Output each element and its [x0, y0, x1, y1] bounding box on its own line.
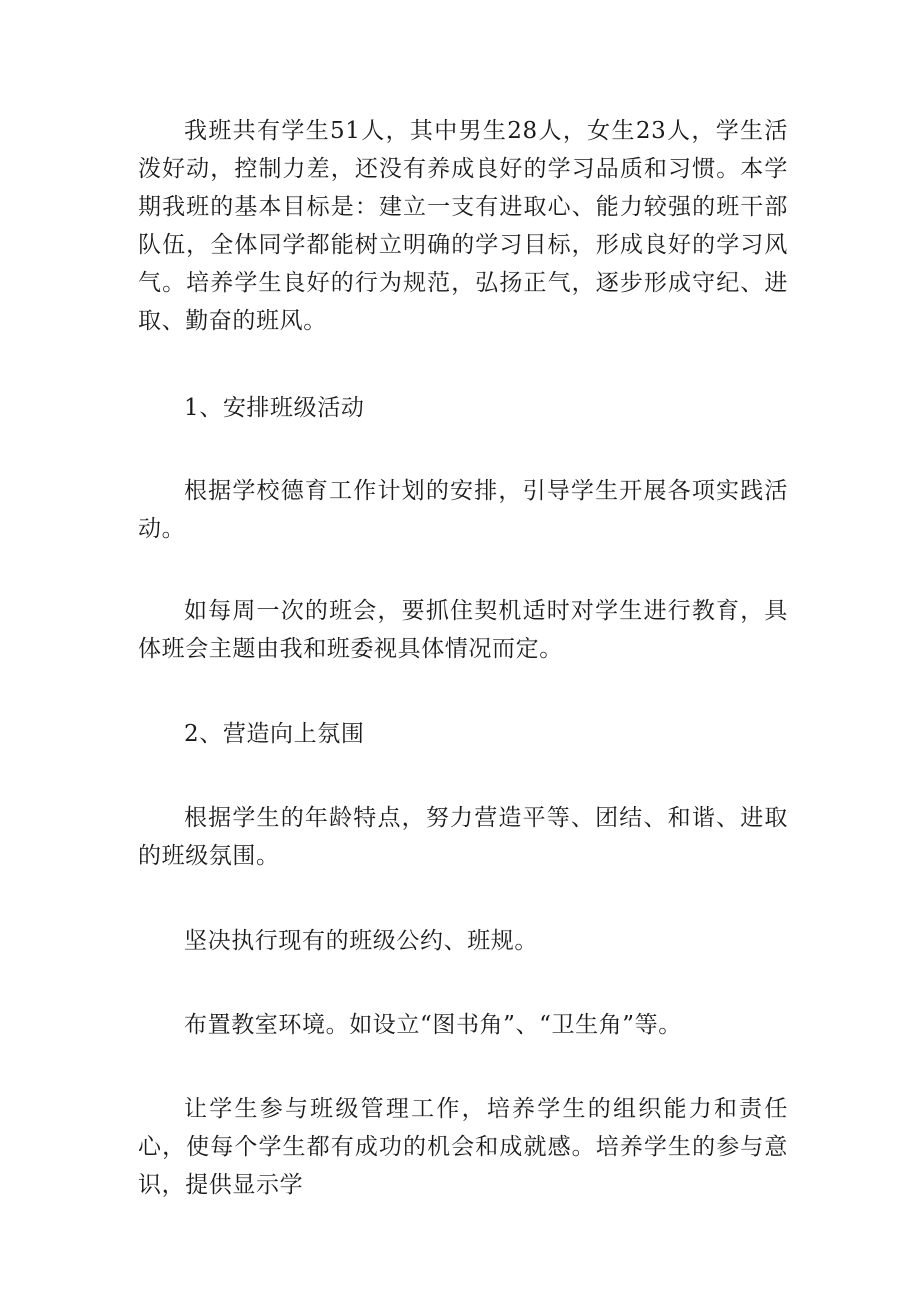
- section-1-paragraph-1: 根据学校德育工作计划的安排，引导学生开展各项实践活动。: [138, 478, 788, 542]
- section-2-paragraph-4: 让学生参与班级管理工作，培养学生的组织能力和责任心，使每个学生都有成功的机会和成就感。培养学生的参与意识，提供显示学: [138, 1096, 788, 1198]
- section-2-heading: 2、营造向上氛围: [184, 721, 365, 747]
- section-2-paragraph-3: 布置教室环境。如设立“图书角”、“卫生角”等。: [184, 1012, 682, 1038]
- section-1-heading: 1、安排班级活动: [184, 395, 365, 421]
- document-body: [138, 112, 788, 1204]
- section-1-paragraph-2: 如每周一次的班会，要抓住契机适时对学生进行教育，具体班会主题由我和班委视具体情况而定。: [138, 598, 788, 662]
- intro-paragraph: 我班共有学生51人，其中男生28人，女生23人，学生活泼好动，控制力差，还没有养成良好的学习品质和习惯。本学期我班的基本目标是：建立一支有进取心、能力较强的班干部队伍，全体同学都能树立明确的学习目标，形成良好的学习风气。培养学生良好的行为规范，弘扬正气，逐步形成守纪、进取、勤奋的班风。: [138, 118, 788, 334]
- section-2-paragraph-2: 坚决执行现有的班级公约、班规。: [184, 928, 538, 954]
- section-2-paragraph-1: 根据学生的年龄特点，努力营造平等、团结、和谐、进取的班级氛围。: [138, 805, 788, 869]
